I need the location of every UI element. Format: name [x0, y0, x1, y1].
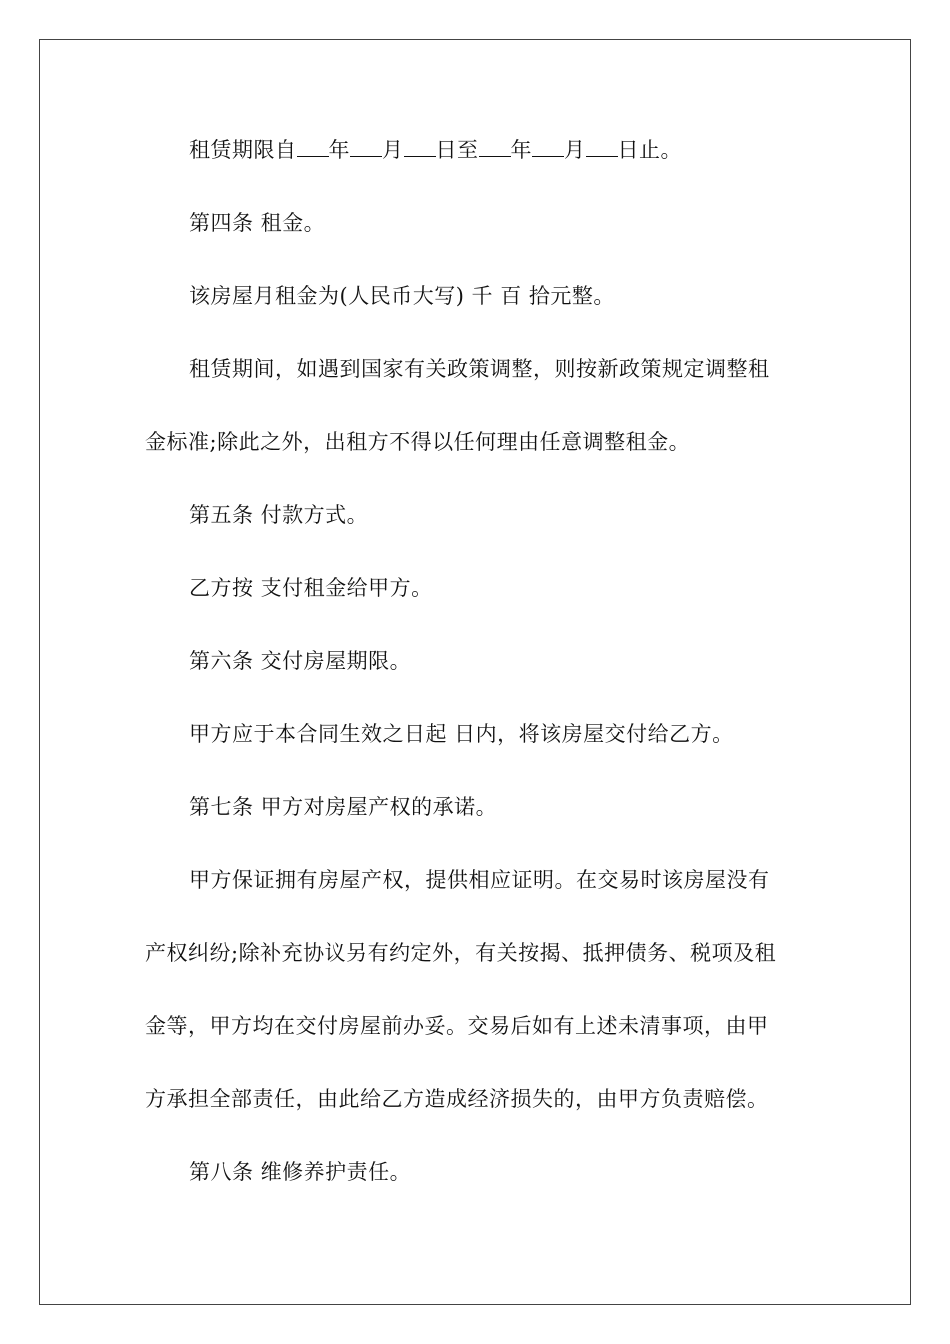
delivery-term-line: 甲方应于本合同生效之日起 日内，将该房屋交付给乙方。 — [189, 722, 734, 746]
lease-term-month-2: 月 — [564, 138, 586, 162]
article-4-heading: 第四条 租金。 — [189, 211, 326, 235]
blank-start-year[interactable] — [297, 134, 329, 157]
lease-term-prefix: 租赁期限自 — [189, 138, 297, 162]
lease-term-year-2: 年 — [510, 138, 532, 162]
article-8-heading: 第八条 维修养护责任。 — [189, 1160, 412, 1184]
lease-term-day-to: 日至 — [435, 138, 479, 162]
title-guarantee-line-2: 产权纠纷;除补充协议另有约定外，有关按揭、抵押债务、税项及租 — [145, 941, 777, 965]
blank-end-month[interactable] — [532, 134, 564, 157]
blank-end-day[interactable] — [586, 134, 618, 157]
blank-end-year[interactable] — [479, 134, 511, 157]
title-guarantee-line-4: 方承担全部责任，由此给乙方造成经济损失的，由甲方负责赔偿。 — [145, 1087, 769, 1111]
rent-adjust-line-1: 租赁期间，如遇到国家有关政策调整，则按新政策规定调整租 — [189, 357, 770, 381]
article-6-heading: 第六条 交付房屋期限。 — [189, 649, 412, 673]
blank-start-day[interactable] — [404, 134, 436, 157]
blank-start-month[interactable] — [350, 134, 382, 157]
article-7-heading: 第七条 甲方对房屋产权的承诺。 — [189, 795, 498, 819]
title-guarantee-line-3: 金等，甲方均在交付房屋前办妥。交易后如有上述未清事项，由甲 — [145, 1014, 769, 1038]
payment-method-line: 乙方按 支付租金给甲方。 — [189, 576, 433, 600]
lease-term-month-1: 月 — [382, 138, 404, 162]
lease-term-day-end: 日止。 — [617, 138, 682, 162]
title-guarantee-line-1: 甲方保证拥有房屋产权，提供相应证明。在交易时该房屋没有 — [189, 868, 770, 892]
lease-term-year-1: 年 — [328, 138, 350, 162]
lease-term-line — [145, 130, 682, 170]
rent-adjust-line-2: 金标准;除此之外，出租方不得以任何理由任意调整租金。 — [145, 430, 691, 454]
article-5-heading: 第五条 付款方式。 — [189, 503, 369, 527]
rent-amount-line: 该房屋月租金为(人民币大写) 千 百 拾元整。 — [189, 284, 615, 308]
